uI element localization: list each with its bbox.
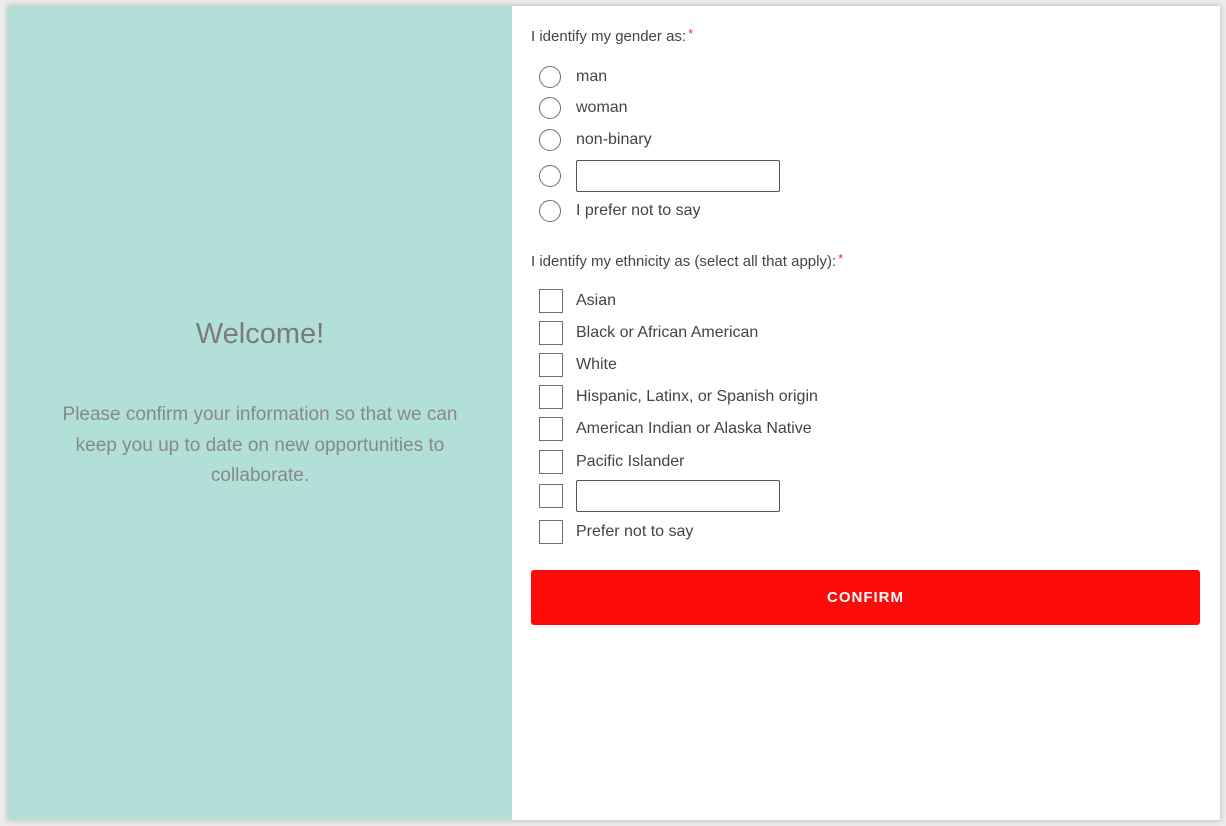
ethnicity-other-input[interactable] — [576, 480, 780, 512]
gender-radio-woman[interactable] — [539, 97, 561, 119]
required-mark: * — [838, 251, 844, 266]
ethnicity-option-label: Prefer not to say — [576, 523, 694, 540]
gender-option-label: I prefer not to say — [576, 202, 701, 219]
ethnicity-checkbox-american-indian[interactable] — [539, 417, 563, 441]
ethnicity-checkbox-white[interactable] — [539, 353, 563, 377]
gender-radio-man[interactable] — [539, 66, 561, 88]
confirm-button[interactable]: CONFIRM — [531, 570, 1200, 625]
ethnicity-checkbox-hispanic[interactable] — [539, 385, 563, 409]
welcome-message: Please confirm your information so that we can keep you up to date on new opportunities to collaborate. — [62, 404, 458, 486]
ethnicity-checkbox-asian[interactable] — [539, 289, 563, 313]
welcome-title: Welcome! — [195, 318, 325, 350]
gender-question-text: I identify my gender as: — [531, 28, 687, 45]
gender-option-label: man — [576, 68, 608, 85]
ethnicity-option-pacific-islander[interactable] — [539, 448, 685, 476]
ethnicity-checkbox-prefer-not[interactable] — [539, 520, 563, 544]
ethnicity-option-white[interactable] — [539, 351, 617, 379]
ethnicity-option-american-indian[interactable] — [539, 415, 812, 443]
ethnicity-option-other[interactable] — [539, 482, 780, 510]
ethnicity-option-label: Hispanic, Latinx, or Spanish origin — [576, 388, 818, 405]
gender-other-input[interactable] — [576, 160, 780, 192]
ethnicity-option-prefer-not[interactable] — [539, 518, 693, 546]
ethnicity-option-asian[interactable] — [539, 287, 616, 315]
gender-radio-other[interactable] — [539, 165, 561, 187]
ethnicity-checkbox-other[interactable] — [539, 484, 563, 508]
gender-question-label — [531, 26, 693, 45]
ethnicity-option-label: Black or African American — [576, 324, 759, 341]
ethnicity-question-label — [531, 251, 843, 270]
ethnicity-option-label: Pacific Islander — [576, 453, 685, 470]
gender-option-non-binary[interactable] — [539, 126, 652, 154]
gender-radio-non-binary[interactable] — [539, 129, 561, 151]
ethnicity-option-label: American Indian or Alaska Native — [576, 420, 812, 437]
gender-option-label: woman — [576, 99, 628, 116]
welcome-panel — [8, 6, 512, 820]
form-panel — [512, 6, 1220, 820]
gender-option-man[interactable] — [539, 63, 607, 91]
ethnicity-checkbox-black[interactable] — [539, 321, 563, 345]
ethnicity-option-black[interactable] — [539, 319, 758, 347]
ethnicity-option-label: Asian — [576, 292, 617, 309]
ethnicity-option-label: White — [576, 356, 617, 373]
ethnicity-question-text: I identify my ethnicity as (select all that apply): — [531, 253, 837, 270]
form-card — [8, 6, 1220, 820]
gender-option-other[interactable] — [539, 162, 780, 190]
ethnicity-checkbox-pacific-islander[interactable] — [539, 450, 563, 474]
ethnicity-option-hispanic[interactable] — [539, 383, 818, 411]
gender-radio-prefer-not[interactable] — [539, 200, 561, 222]
gender-option-label: non-binary — [576, 131, 652, 148]
gender-option-prefer-not[interactable] — [539, 197, 701, 225]
required-mark: * — [688, 26, 694, 41]
gender-option-woman[interactable] — [539, 94, 628, 122]
